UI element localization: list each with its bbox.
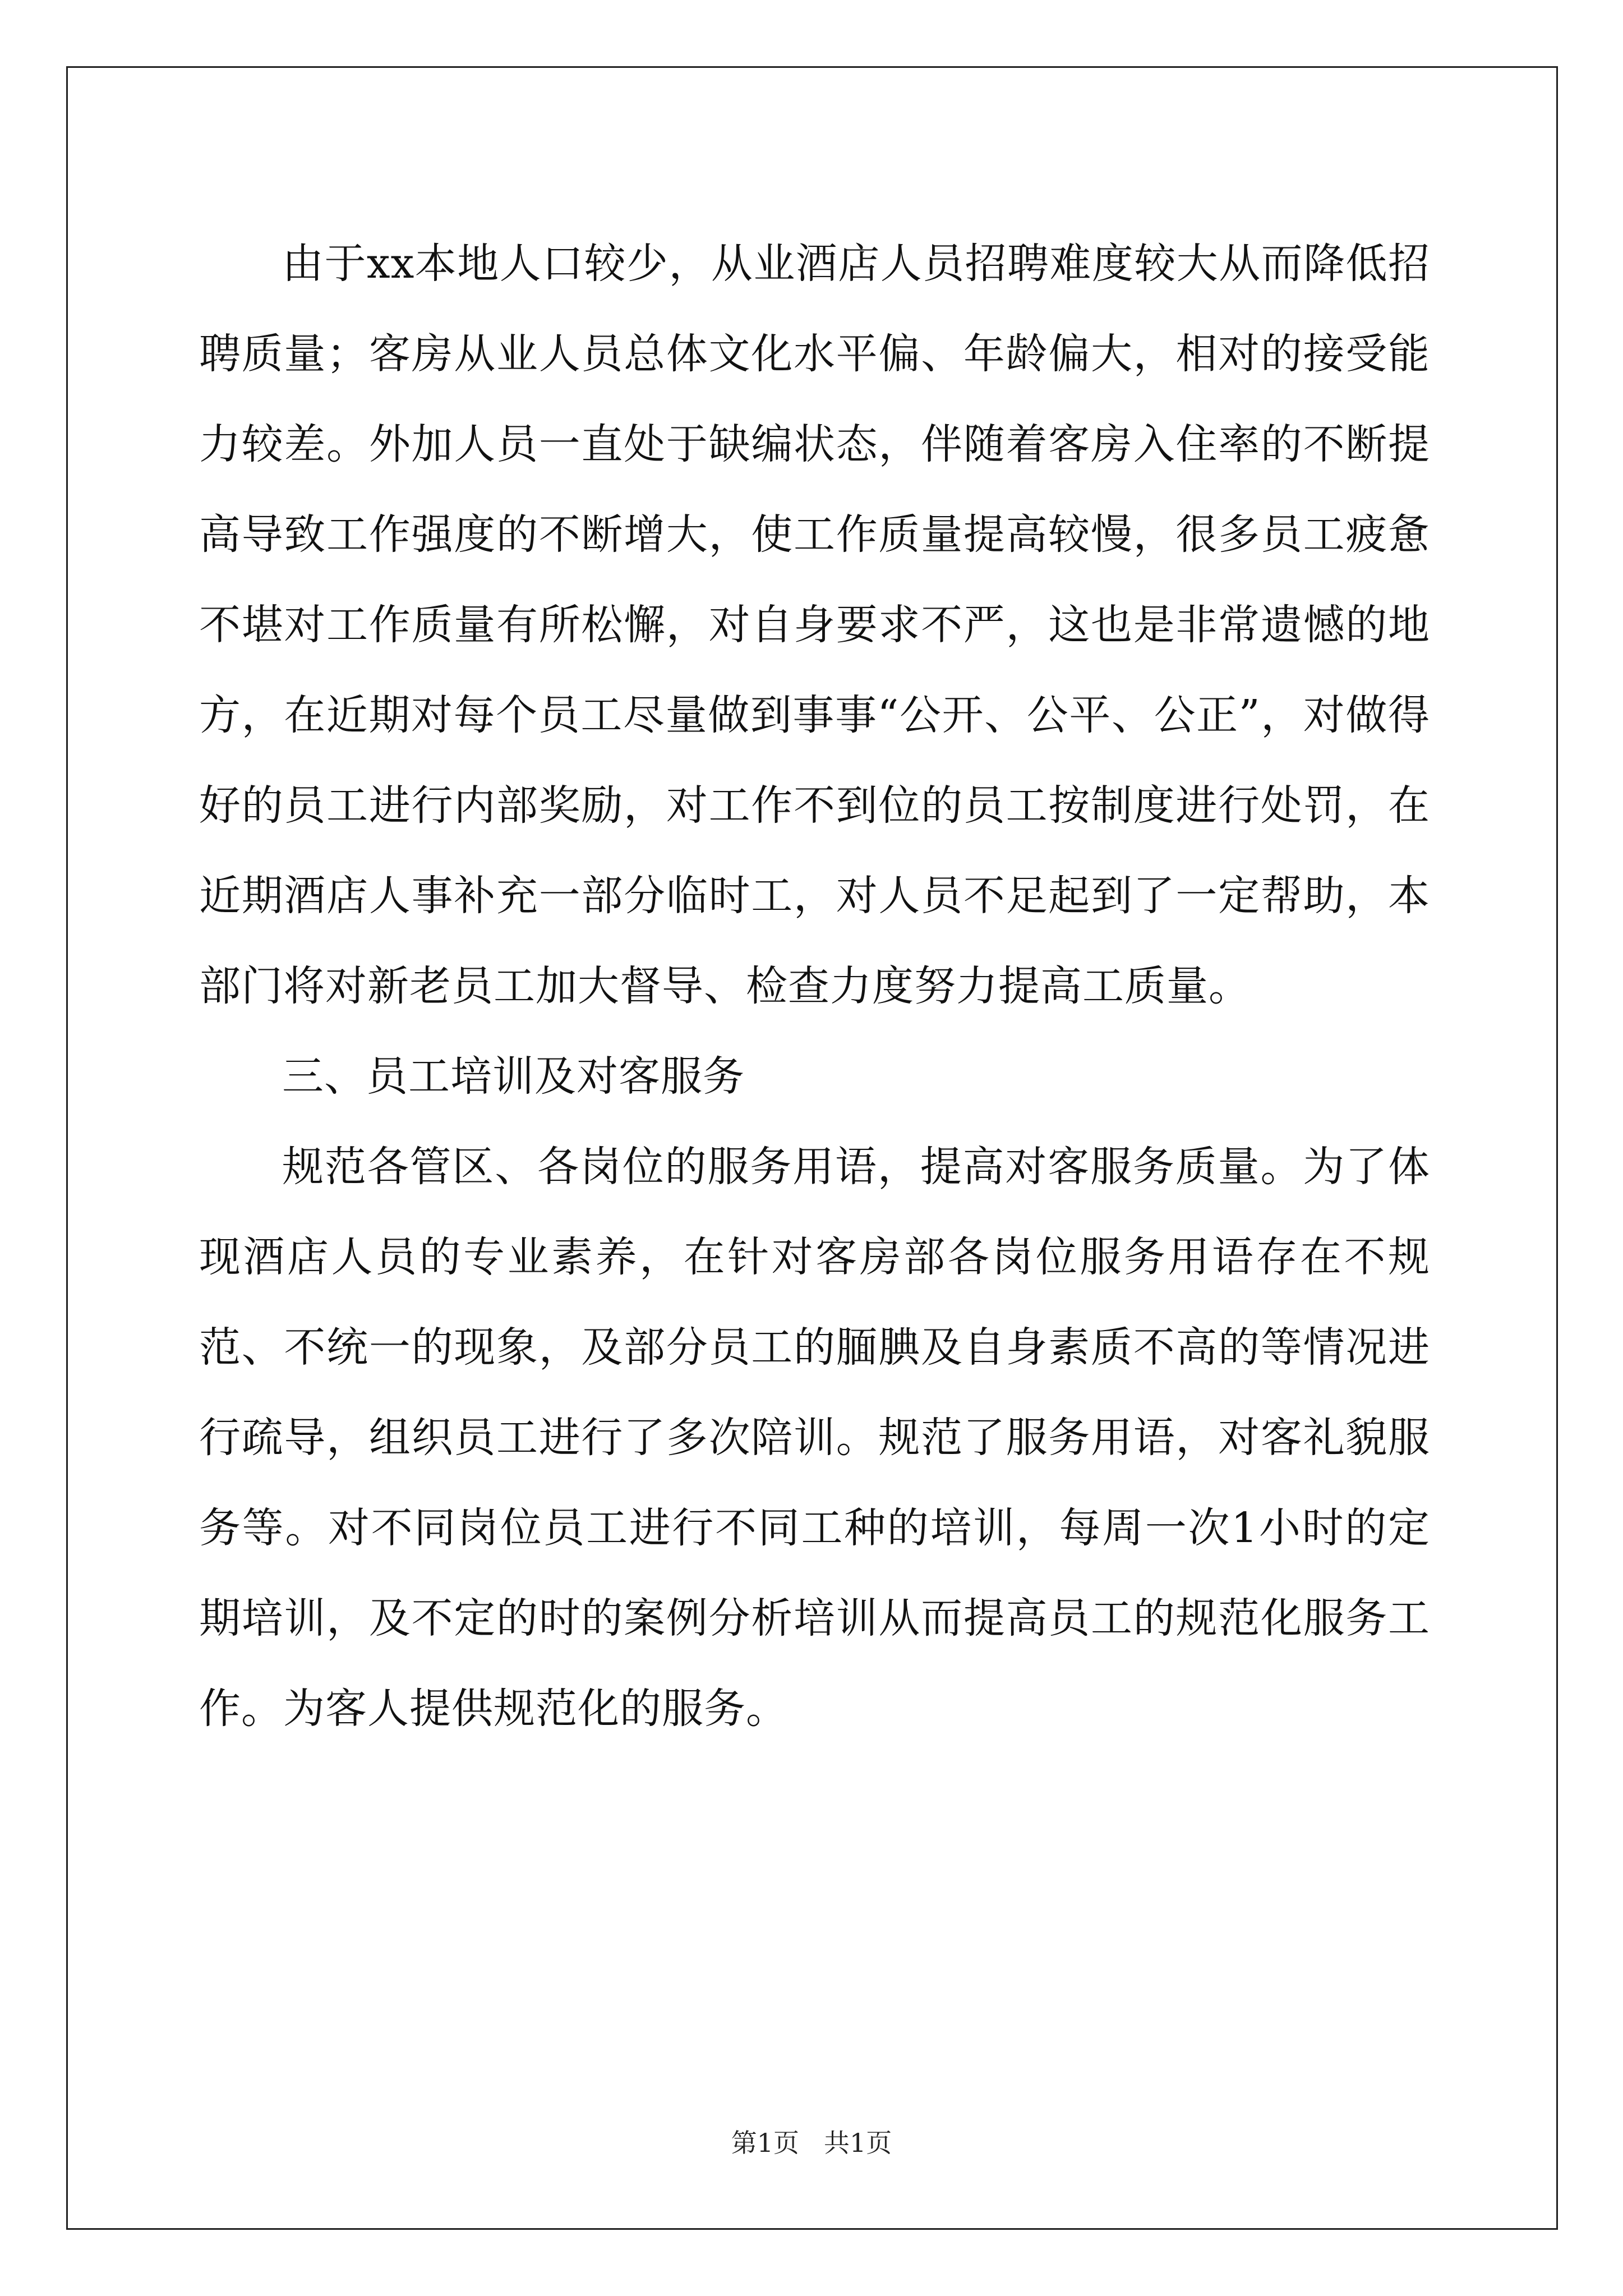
page-total: 共1页 — [823, 2128, 892, 2158]
section-heading-training: 三、员工培训及对客服务 — [282, 1052, 745, 1101]
page-number: 第1页 — [731, 2128, 800, 2158]
paragraph-staffing: 由于xx本地人口较少，从业酒店人员招聘难度较大从而降低招聘质量；客房从业人员总体文化水平偏、年龄偏大，相对的接受能力较差。外加人员一直处于缺编状态，伴随着客房入住率的不断提高导致工作强度的不断增大，使工作质量提高较慢，很多员工疲惫不堪对工作质量有所松懈，对自身要求不严，这也是非常遗憾的地方，在近期对每个员工尽量做到事事“公开、公平、公正”，对做得好的员工进行内部奖励，对工作不到位的员工按制度进行处罚，在近期酒店人事补充一部分临时工，对人员不足起到了一定帮助，本部门将对新老员工加大督导、检查力度努力提高工质量。 — [199, 240, 1430, 1010]
page-footer — [0, 2126, 1623, 2160]
document-body — [199, 219, 1430, 1754]
paragraph-training: 规范各管区、各岗位的服务用语，提高对客服务质量。为了体现酒店人员的专业素养，在针对客房部各岗位服务用语存在不规范、不统一的现象，及部分员工的腼腆及自身素质不高的等情况进行疏导，组织员工进行了多次陪训。规范了服务用语，对客礼貌服务等。对不同岗位员工进行不同工种的培训，每周一次1小时的定期培训，及不定的时的案例分析培训从而提高员工的规范化服务工作。为客人提供规范化的服务。 — [199, 1143, 1430, 1733]
